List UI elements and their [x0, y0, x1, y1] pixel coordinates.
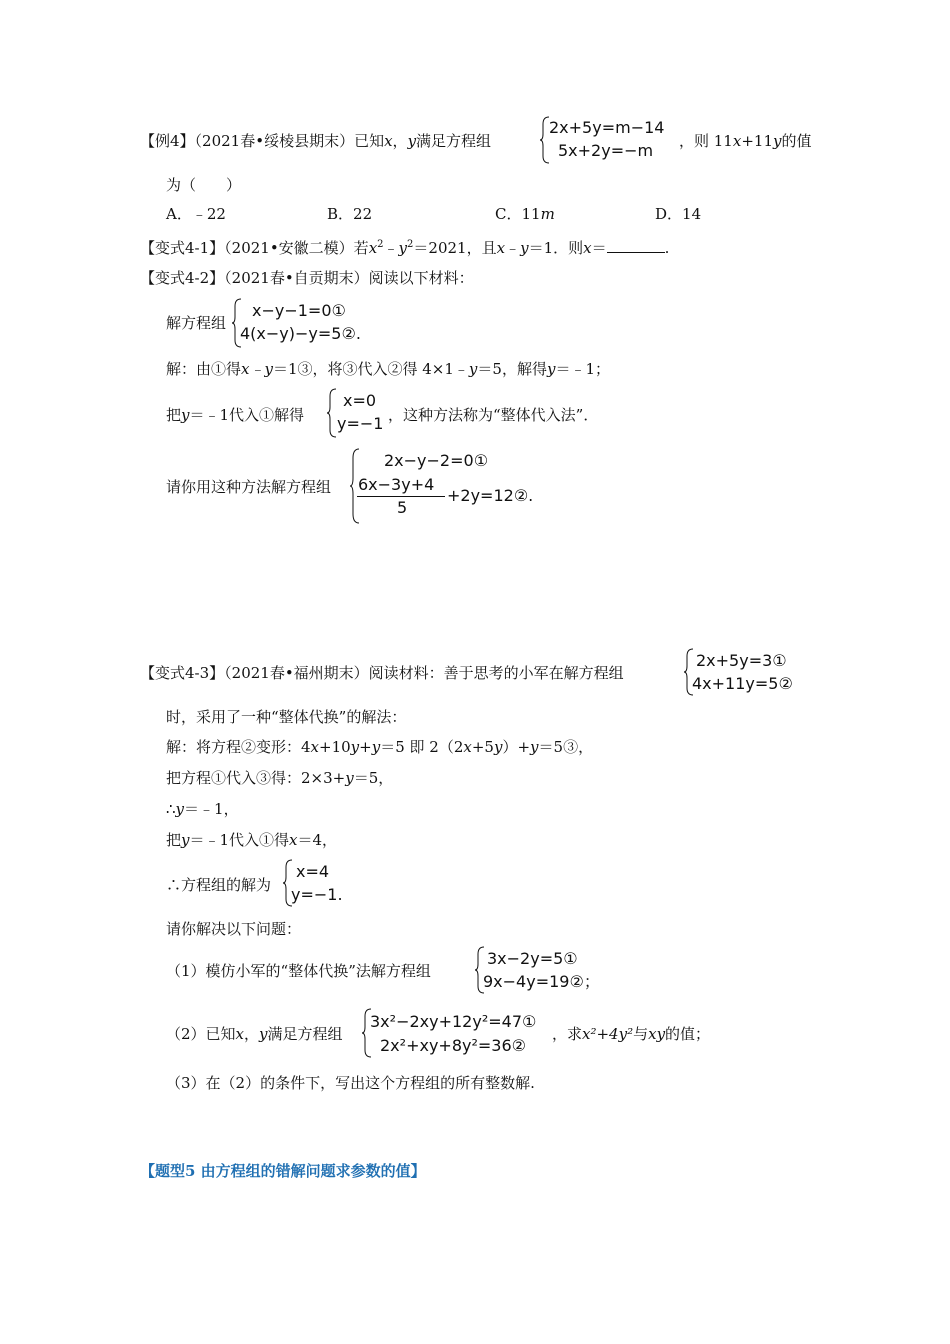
variant42-sys-eq2 [240, 324, 361, 344]
var-m: m [540, 205, 555, 223]
var-x: x [463, 738, 472, 756]
variant43-step4 [166, 830, 337, 850]
therefore-symbol: ∴ [166, 800, 176, 818]
sol-text: ＝﹣1； [555, 360, 610, 378]
example4-line1 [140, 131, 491, 151]
example4-eq2: 5x+2y=−m [558, 141, 654, 160]
q1-eq1: 3x−2y=5① [487, 949, 578, 968]
variant42-ans-eq1: x=0 [343, 391, 377, 410]
step-text: ＝﹣1， [184, 800, 239, 818]
variant43-step1 [166, 737, 593, 757]
exponent: 2 [407, 239, 414, 250]
variant42-line [140, 268, 474, 288]
q2-expression: x²+4y² [582, 1025, 634, 1043]
option-c [495, 204, 555, 224]
minus: ﹣ [505, 239, 521, 257]
variant42-label: 【变式4-2】 [140, 269, 225, 287]
variant41-text: ＝1．则 [528, 239, 584, 257]
var-y: y [546, 360, 556, 378]
var-y: y [772, 132, 782, 150]
variant42-q-numerator: 6x−3y+4 [358, 475, 435, 494]
variant42-sol-line2b: ，这种方法称为“整体代入法”． [388, 406, 599, 424]
step-text: 解：将方程②变形：4 [166, 738, 311, 756]
var-y: y [530, 738, 539, 756]
variant42-ask: 请你用这种方法解方程组 [166, 478, 332, 496]
var-y: y [493, 738, 503, 756]
sol-text: ＝﹣1代入①解得 [189, 406, 305, 424]
fraction-bar [357, 496, 445, 497]
variant42-text: （2021春•自贡期末）阅读以下材料： [224, 269, 474, 287]
variant42-answer-brace [327, 388, 337, 438]
variant42-q-eq1: 2x−y−2=0① [384, 451, 489, 470]
var-x: x [310, 738, 320, 756]
q2-text: 与 [633, 1025, 649, 1043]
variant42-sol-line2a [166, 405, 304, 425]
var-x: x [289, 831, 298, 849]
section5-heading: 【题型5 由方程组的错解问题求参数的值】 [140, 1162, 426, 1180]
q1-eq2 [483, 972, 600, 992]
variant43-q2-tail [552, 1024, 710, 1044]
variant43-line-time: 时，采用了一种“整体代换”的解法： [166, 708, 407, 726]
answer-blank[interactable] [607, 238, 665, 253]
variant43-label: 【变式4-3】 [140, 664, 225, 682]
var-x: x [384, 132, 393, 150]
period: . [528, 486, 534, 505]
var-y: y [468, 360, 478, 378]
variant42-q-rest [447, 486, 533, 506]
option-b: B．22 [327, 205, 373, 223]
sol-text: 解：由①得 [166, 360, 242, 378]
q2-expression: xy [648, 1025, 666, 1043]
variant41-text: ＝2021，且 [413, 239, 497, 257]
option-a: A．﹣22 [166, 205, 226, 223]
var-y: y [371, 738, 381, 756]
variant43-sys-eq2: 4x+11y=5② [692, 674, 793, 693]
period: . [664, 239, 670, 257]
variant43-res-eq1: x=4 [296, 862, 330, 881]
variant42-sys-eq1: x−y−1=0① [252, 301, 346, 320]
var-y: y [520, 239, 529, 257]
variant43-q1: （1）模仿小军的“整体代换”法解方程组 [166, 962, 431, 980]
variant42-sol-line1 [166, 359, 610, 379]
var-y: y [175, 800, 185, 818]
variant42-q-denominator: 5 [397, 498, 408, 517]
variant43-line [140, 663, 624, 683]
eq-text: +2y=12② [447, 486, 529, 505]
var-y: y [398, 239, 408, 257]
variant41-source: （2021•安徽二模）若 [224, 239, 369, 257]
q2-eq1: 3x²−2xy+12y²=47① [370, 1012, 537, 1031]
q2-text: （2）已知 [166, 1025, 236, 1043]
sol-text: ＝5，解得 [477, 360, 547, 378]
var-y: y [345, 769, 354, 787]
variant41-label: 【变式4-1】 [140, 239, 225, 257]
example4-suffix [679, 131, 811, 151]
var-y: y [407, 132, 417, 150]
option-d: D．14 [655, 205, 702, 223]
suffix-text: +11 [741, 132, 773, 150]
sol-var: x﹣y [241, 360, 273, 378]
var-x: x [368, 239, 378, 257]
var-y: y [259, 1025, 268, 1043]
variant43-text: （2021春•福州期末）阅读材料：善于思考的小军在解方程组 [224, 664, 624, 682]
step-text: ＝5 即 2（2 [380, 738, 464, 756]
step-text: +5 [471, 738, 494, 756]
variant43-step2 [166, 768, 393, 788]
equals: ＝ [591, 239, 607, 257]
variant43-step5: ∴方程组的解为 [166, 876, 272, 894]
step-text: ＝﹣1代入①得 [189, 831, 290, 849]
step-text: ＝5， [353, 769, 394, 787]
period: . [355, 324, 361, 343]
period: . [337, 885, 343, 904]
variant41-line [140, 235, 669, 258]
exponent: 2 [377, 239, 384, 250]
step-text: + [359, 738, 372, 756]
variant42-solve-label: 解方程组 [166, 314, 227, 332]
example4-condition: 满足方程组 [416, 132, 492, 150]
sol-text: 把 [166, 406, 182, 424]
var-x: x [583, 239, 592, 257]
q2-text: ，求 [552, 1025, 583, 1043]
eq-text: y=−1 [291, 885, 338, 904]
eq-text: 4(x−y)−y=5② [240, 324, 356, 343]
step-text: ）+ [502, 738, 531, 756]
minus: ﹣ [383, 239, 399, 257]
var-y: y [350, 738, 360, 756]
step-text: 把 [166, 831, 182, 849]
variant43-ask: 请你解决以下问题： [166, 920, 302, 938]
q2-eq2: 2x²+xy+8y²=36② [380, 1036, 526, 1055]
q2-text: 满足方程组 [267, 1025, 343, 1043]
example4-source: （2021春•绥棱县期末）已知 [194, 132, 385, 150]
example4-line2: 为（ ） [166, 176, 242, 194]
var-x: x [496, 239, 506, 257]
q2-text: 的值； [665, 1025, 711, 1043]
variant43-step3 [166, 799, 239, 819]
step-text: 把方程①代入③得：2×3+ [166, 769, 346, 787]
eq-text: 9x−4y=19② [483, 972, 584, 991]
var-x: x [235, 1025, 245, 1043]
comma: ， [244, 1025, 260, 1043]
suffix-text: ，则 11 [679, 132, 733, 150]
variant42-ans-eq2: y=−1 [337, 414, 384, 433]
example4-eq1: 2x+5y=m−14 [549, 118, 665, 137]
suffix-text: 的值 [781, 132, 812, 150]
step-text: ＝4， [297, 831, 338, 849]
variant43-sys-eq1: 2x+5y=3① [696, 651, 787, 670]
variant43-res-eq2 [291, 885, 343, 905]
step-text: +10 [319, 738, 351, 756]
step-text: ＝5③， [538, 738, 594, 756]
variant43-q2 [166, 1024, 343, 1044]
example4-label: 【例4】 [140, 132, 195, 150]
var-x: x [732, 132, 742, 150]
var-y: y [181, 831, 190, 849]
option-c-text: C．11 [495, 205, 541, 223]
sol-text: ＝1③，将③代入②得 4×1﹣ [272, 360, 469, 378]
comma: ， [392, 132, 408, 150]
var-y: y [181, 406, 190, 424]
semicolon: ； [583, 972, 600, 991]
variant43-q3: （3）在（2）的条件下，写出这个方程组的所有整数解. [166, 1074, 535, 1092]
